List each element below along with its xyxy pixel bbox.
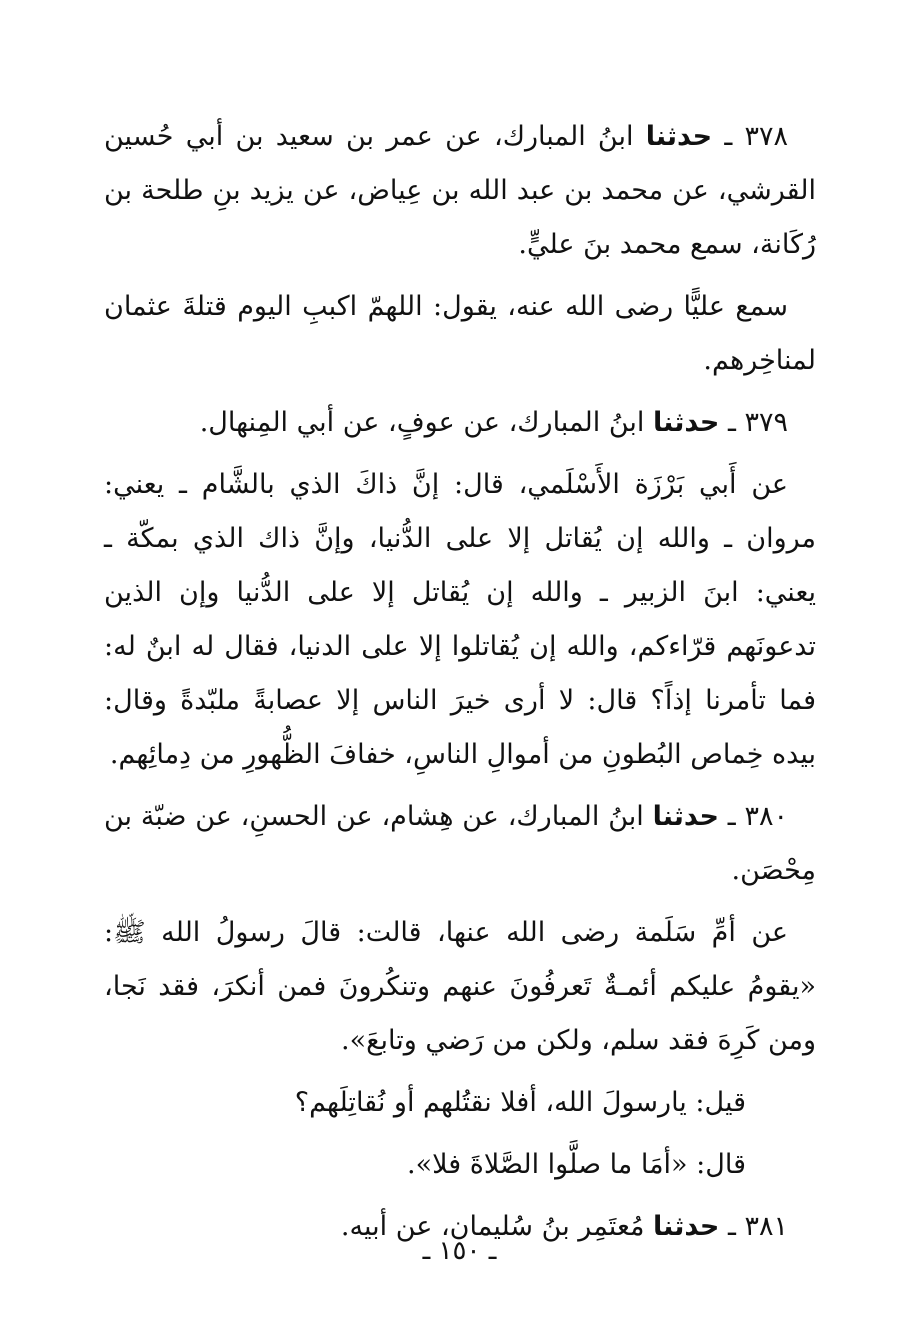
isnad-text: مُعتَمِر بنُ سُليمان، عن أبيه.	[340, 1211, 645, 1242]
hadith-number: ٣٨١ ـ	[727, 1211, 788, 1242]
hadith-number: ٣٨٠ ـ	[727, 801, 788, 832]
hadith-380-answer: قال: «أمَا ما صلَّوا الصَّلاةَ فلا».	[407, 1149, 746, 1180]
hadith-keyword: حدثنا	[653, 407, 720, 438]
hadith-379-matn: عن أَبي بَرْزَة الأَسْلَمي، قال: إنَّ ذاكَ الذي بالشَّام ـ يعني: مروان ـ والله إن يُقاتل إلا على الدُّنيا، وإنَّ ذاك الذي بمكّة ـ يعني: ابنَ الزبير ـ والله إن يُقاتل إلا على الدُّنيا وإن الذين تدعونَهم قرّاءكم، والله إن يُقاتلوا إلا على الدنيا، فقال له ابنٌ له: فما تأمرنا إذاً؟ قال: لا أرى خيرَ الناس إلا عصابةً ملبّدةً وقال: بيده خِماص البُطونِ من أموالِ الناسِ، خفافَ الظُّهورِ من دِمائِهم.	[104, 469, 816, 770]
hadith-378-isnad	[104, 110, 816, 272]
hadith-378-matn: سمع عليًّا رضى الله عنه، يقول: اللهمّ اكببِ اليوم قتلةَ عثمان لمناخِرهم.	[104, 291, 816, 376]
page-text	[104, 110, 816, 1262]
hadith-380-isnad	[104, 790, 816, 898]
hadith-380-question: قيل: يارسولَ الله، أفلا نقتُلهم أو نُقاتِلَهم؟	[294, 1087, 746, 1118]
isnad-text: ابنُ المبارك، عن عمر بن سعيد بن أبي حُسين القرشي، عن محمد بن عبد الله بن عِياض، عن يزيد بنِ طلحة بن رُكَانة، سمع محمد بنَ عليٍّ.	[104, 121, 816, 260]
hadith-379-isnad	[104, 396, 816, 450]
hadith-number: ٣٧٨ ـ	[724, 121, 788, 152]
hadith-keyword: حدثنا	[652, 801, 719, 832]
isnad-text: ابنُ المبارك، عن هِشام، عن الحسنِ، عن ضبّة بن مِحْصَن.	[104, 801, 816, 886]
hadith-380-matn: عن أمِّ سَلَمة رضى الله عنها، قالت: قالَ رسولُ الله ﷺ: «يقومُ عليكم أئمـةٌ تَعرفُونَ عنهم وتنكُرونَ فمن أنكرَ، فقد نَجا، ومن كَرِهَ فقد سلم، ولكن من رَضي وتابعَ».	[104, 917, 816, 1056]
hadith-number: ٣٧٩ ـ	[727, 407, 788, 438]
hadith-keyword: حدثنا	[645, 121, 713, 152]
hadith-keyword: حدثنا	[653, 1211, 720, 1242]
page-number: ـ ١٥٠ ـ	[422, 1236, 497, 1266]
isnad-text: ابنُ المبارك، عن عوفٍ، عن أبي المِنهال.	[199, 407, 645, 438]
